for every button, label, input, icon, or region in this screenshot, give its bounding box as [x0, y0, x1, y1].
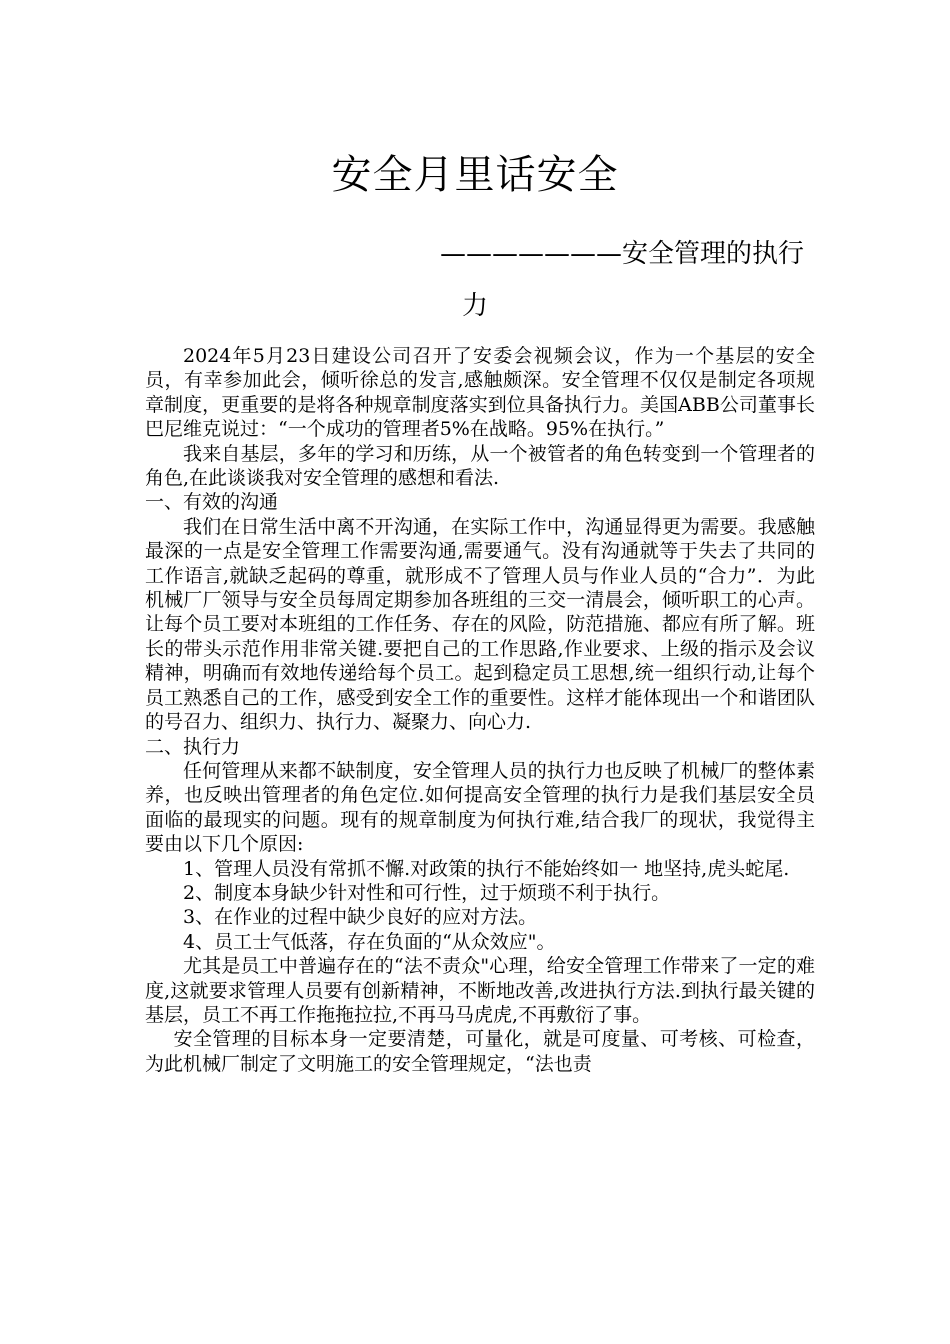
section-heading-execution: 二、执行力	[145, 735, 241, 758]
list-item-3: 3、在作业的过程中缺少良好的应对方法。	[183, 906, 538, 929]
paragraph-goals: 安全管理的目标本身一定要清楚，可量化，就是可度量、可考核、可检查，为此机械厂制定了文明施工的安全管理规定，“法也责	[145, 1028, 815, 1075]
list-item-4: 4、员工士气低落，存在负面的“从众效应"。	[183, 930, 556, 953]
document-subtitle	[440, 228, 810, 332]
section-heading-communication: 一、有效的沟通	[145, 491, 279, 514]
document-title: 安全月里话安全	[331, 152, 619, 198]
paragraph-communication: 我们在日常生活中离不开沟通，在实际工作中，沟通显得更为需要。我感触最深的一点是安全管理工作需要沟通,需要通气。没有沟通就等于失去了共同的工作语言,就缺乏起码的尊重，就形成不了管理人员与作业人员的“合力”．为此机械厂厂领导与安全员每周定期参加各班组的三交一清晨会，倾听职工的心声。让每个员工要对本班组的工作任务、存在的风险，防范措施、都应有所了解。班长的带头示范作用非常关键.要把自己的工作思路,作业要求、上级的指示及会议精神，明确而有效地传递给每个员工。起到稳定员工思想,统一组织行动,让每个员工熟悉自己的工作，感受到安全工作的重要性。这样才能体现出一个和谐团队的号召力、组织力、执行力、凝聚力、向心力.	[145, 515, 815, 734]
paragraph-collective: 尤其是员工中普遍存在的“法不责众"心理，给安全管理工作带来了一定的难度,这就要求管理人员要有创新精神，不断地改善,改进执行方法.到执行最关键的基层，员工不再工作拖拖拉拉,不再马马虎虎,不再敷衍了事。	[145, 955, 815, 1026]
paragraph-intro: 2024年5月23日建设公司召开了安委会视频会议，作为一个基层的安全员，有幸参加此会，倾听徐总的发言,感触颇深。安全管理不仅仅是制定各项规章制度，更重要的是将各种规章制度落实到位具备执行力。美国ABB公司董事长巴尼维克说过：“一个成功的管理者5%在战略。95%在执行。”	[145, 345, 815, 441]
paragraph-background: 我来自基层，多年的学习和历练，从一个被管者的角色转变到一个管理者的角色,在此谈谈我对安全管理的感想和看法.	[145, 442, 815, 490]
list-item-1: 1、管理人员没有常抓不懈.对政策的执行不能始终如一 地坚持,虎头蛇尾.	[183, 857, 790, 880]
document-body	[145, 344, 815, 1076]
subtitle-line-2: 力	[462, 291, 489, 321]
list-item-2: 2、制度本身缺少针对性和可行性，过于烦琐不利于执行。	[183, 881, 671, 904]
paragraph-execution: 任何管理从来都不缺制度，安全管理人员的执行力也反映了机械厂的整体素养，也反映出管理者的角色定位.如何提高安全管理的执行力是我们基层安全员面临的最现实的问题。现有的规章制度为何执行难,结合我厂的现状，我觉得主要由以下几个原因:	[145, 759, 815, 856]
subtitle-line-1: ———————安全管理的执行	[440, 239, 805, 269]
